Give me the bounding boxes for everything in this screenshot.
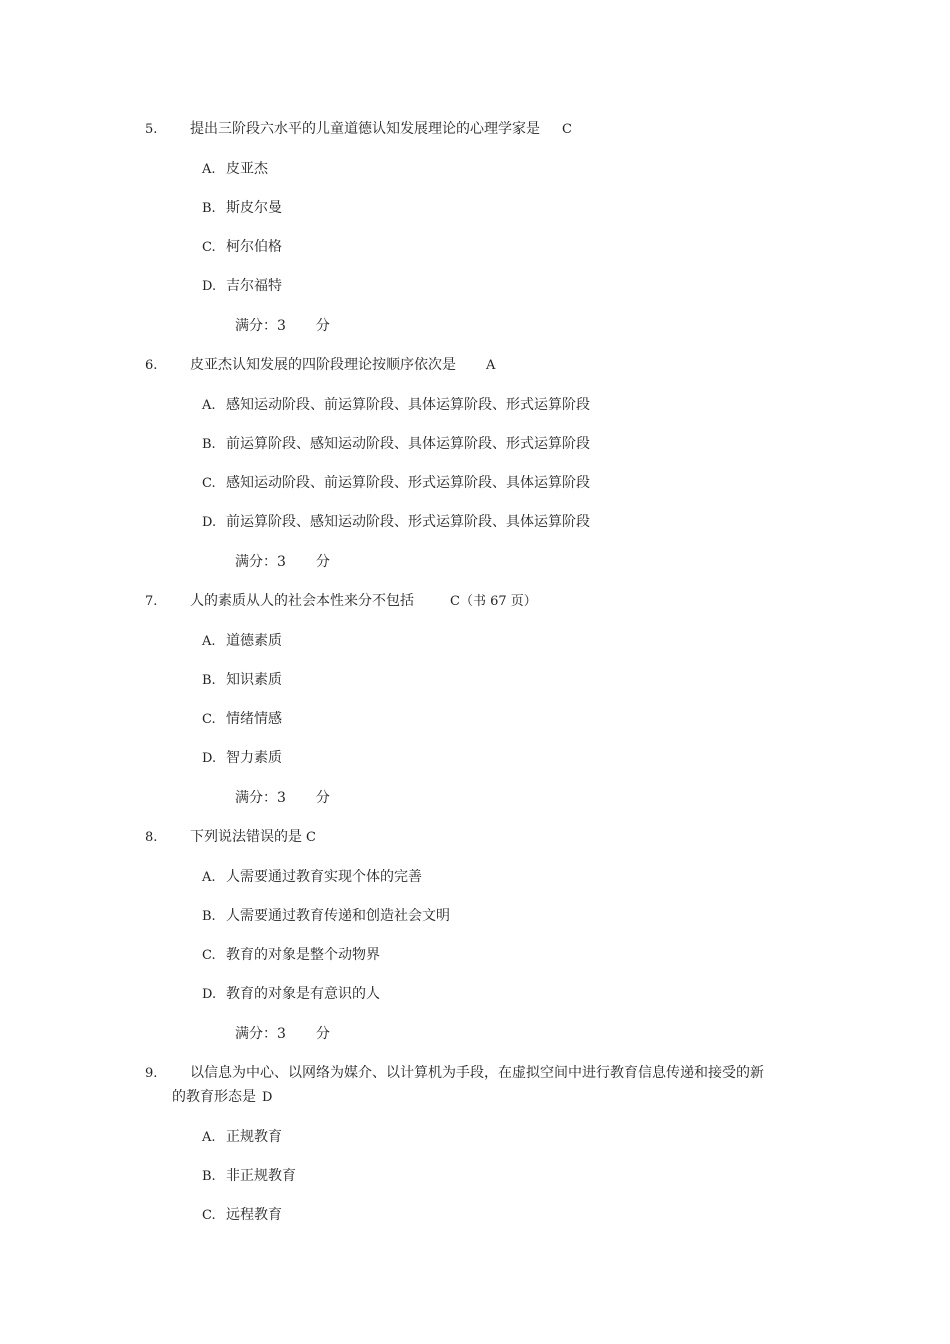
option-c: C. 教育的对象是整个动物界	[202, 947, 380, 963]
option-b: B. 人需要通过教育传递和创造社会文明	[202, 908, 450, 924]
option-a: A. 感知运动阶段、前运算阶段、具体运算阶段、形式运算阶段	[202, 397, 590, 413]
option-b: B. 非正规教育	[202, 1168, 296, 1184]
option-a: A. 皮亚杰	[202, 161, 268, 177]
option-c: C. 感知运动阶段、前运算阶段、形式运算阶段、具体运算阶段	[202, 475, 590, 491]
question-number: 6.	[145, 358, 158, 373]
answer-key: A	[486, 358, 496, 373]
question-number: 7.	[145, 594, 158, 609]
option-b: B. 知识素质	[202, 672, 282, 688]
option-c: C. 远程教育	[202, 1207, 282, 1223]
question-number: 8.	[145, 830, 158, 845]
answer-key: C（书 67 页）	[450, 594, 537, 609]
score-line: 满分：3 分	[235, 790, 330, 806]
option-c: C. 柯尔伯格	[202, 239, 282, 255]
score-line: 满分：3 分	[235, 1026, 330, 1042]
option-a: A. 人需要通过教育实现个体的完善	[202, 869, 422, 885]
score-line: 满分：3 分	[235, 318, 330, 334]
question-text: 以信息为中心、以网络为媒介、以计算机为手段，在虚拟空间中进行教育信息传递和接受的新	[190, 1065, 764, 1081]
answer-key: C	[306, 830, 316, 845]
question-text-continued: 的教育形态是 D	[172, 1089, 273, 1105]
question-text: 提出三阶段六水平的儿童道德认知发展理论的心理学家是 C	[190, 121, 572, 137]
option-d: D. 吉尔福特	[202, 278, 282, 294]
option-b: B. 斯皮尔曼	[202, 200, 282, 216]
question-number: 5.	[145, 122, 158, 137]
answer-key: D	[262, 1090, 273, 1105]
option-b: B. 前运算阶段、感知运动阶段、具体运算阶段、形式运算阶段	[202, 436, 590, 452]
score-line: 满分：3 分	[235, 554, 330, 570]
option-a: A. 正规教育	[202, 1129, 282, 1145]
question-number: 9.	[145, 1066, 158, 1081]
option-c: C. 情绪情感	[202, 711, 282, 727]
question-text: 皮亚杰认知发展的四阶段理论按顺序依次是 A	[190, 357, 496, 373]
answer-key: C	[562, 122, 572, 137]
option-d: D. 智力素质	[202, 750, 282, 766]
question-text: 人的素质从人的社会本性来分不包括 C（书 67 页）	[190, 593, 537, 609]
option-d: D. 教育的对象是有意识的人	[202, 986, 380, 1002]
option-a: A. 道德素质	[202, 633, 282, 649]
option-d: D. 前运算阶段、感知运动阶段、形式运算阶段、具体运算阶段	[202, 514, 590, 530]
question-text: 下列说法错误的是 C	[190, 829, 316, 845]
